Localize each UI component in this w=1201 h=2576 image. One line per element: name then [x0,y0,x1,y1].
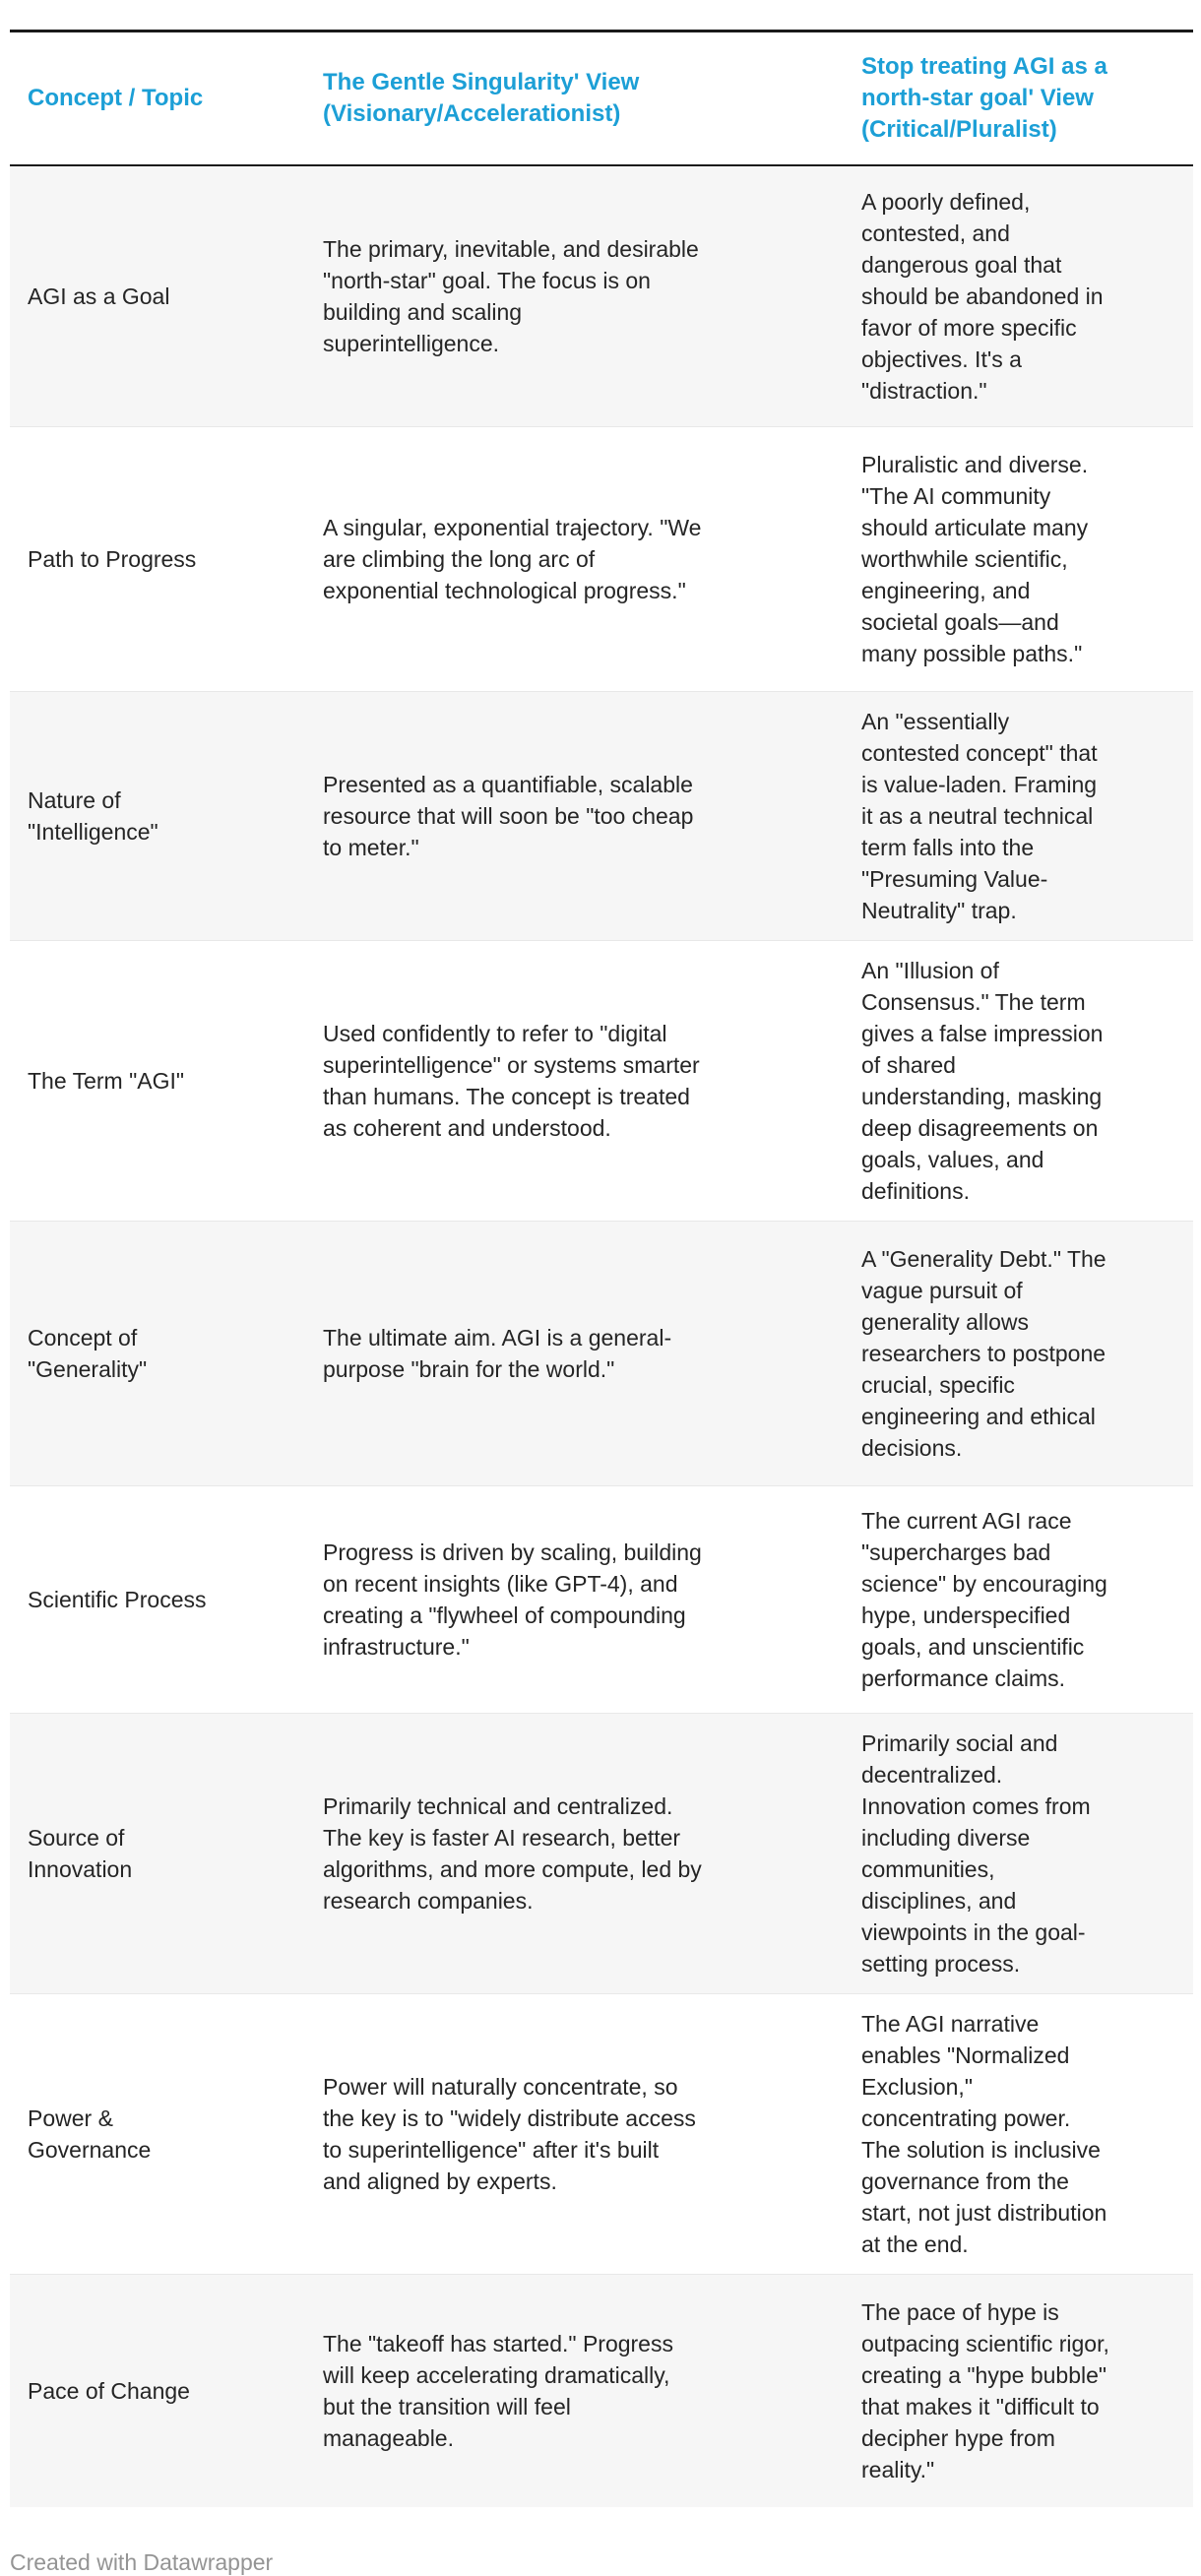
topic-cell: Nature of "Intelligence" [28,787,158,845]
gentle-view-cell: A singular, exponential trajectory. "We are climbing the long arc of exponential technological progress." [323,515,702,603]
table-row [10,166,1193,427]
table-row [10,941,1193,1222]
gentle-view-cell: The primary, inevitable, and desirable "north-star" goal. The focus is on building and scaling superintelligence. [323,236,699,356]
topic-cell: Power & Governance [28,2105,152,2163]
table-row [10,1714,1193,1994]
critical-view-cell: The pace of hype is outpacing scientific rigor, creating a "hype bubble" that makes it "difficult to decipher hype from reality." [861,2299,1109,2482]
gentle-view-cell: The ultimate aim. AGI is a general-purpose "brain for the world." [323,1325,672,1382]
table-row [10,692,1193,941]
table-row [10,427,1193,692]
gentle-view-cell: Power will naturally concentrate, so the key is to "widely distribute access to superintelligence" after it's built and aligned by experts. [323,2074,696,2194]
agi-views-comparison-table [10,30,1193,2507]
topic-cell: Pace of Change [28,2378,190,2404]
gentle-view-cell: Progress is driven by scaling, building on recent insights (like GPT-4), and creating a "flywheel of compounding infrastructure." [323,1539,702,1660]
gentle-view-cell: Primarily technical and centralized. The key is faster AI research, better algorithms, and more compute, led by research companies. [323,1793,702,1914]
critical-view-cell: An "Illusion of Consensus." The term gives a false impression of shared understanding, masking deep disagreements on goals, values, and definitions. [861,958,1104,1204]
critical-view-cell: A "Generality Debt." The vague pursuit of generality allows researchers to postpone crucial, specific engineering and ethical decisions. [861,1246,1106,1461]
topic-cell: Source of Innovation [28,1825,133,1882]
table-row [10,1222,1193,1486]
gentle-view-cell: The "takeoff has started." Progress will keep accelerating dramatically, but the transition will feel manageable. [323,2331,673,2451]
critical-view-cell: The AGI narrative enables "Normalized Exclusion," concentrating power. The solution is inclusive governance from the start, not just distribution at the end. [861,2011,1107,2257]
gentle-view-cell: Used confidently to refer to "digital superintelligence" or systems smarter than humans. The concept is treated as coherent and understood. [323,1021,700,1141]
topic-cell: Path to Progress [28,546,197,572]
critical-view-cell: The current AGI race "supercharges bad science" by encouraging hype, underspecified goals, and unscientific performance claims. [861,1508,1107,1691]
table-row [10,2275,1193,2507]
critical-view-cell: Primarily social and decentralized. Innovation comes from including diverse communities, disciplines, and viewpoints in the goal-setting process. [861,1730,1091,1977]
topic-cell: Scientific Process [28,1587,207,1612]
column-header-concept-topic: Concept / Topic [28,85,204,111]
column-header-critical-pluralist-view: Stop treating AGI as a north-star goal' View (Critical/Pluralist) [861,53,1107,143]
topic-cell: AGI as a Goal [28,283,170,309]
critical-view-cell: Pluralistic and diverse. "The AI community should articulate many worthwhile scientific, engineering, and societal goals—and many possible paths." [861,452,1089,666]
table-row [10,1994,1193,2275]
critical-view-cell: A poorly defined, contested, and dangerous goal that should be abandoned in favor of more specific objectives. It's a "distraction." [861,189,1104,404]
table-row [10,1486,1193,1714]
table-header-row [10,32,1193,166]
datawrapper-credit-link[interactable]: Created with Datawrapper [10,2549,274,2575]
topic-cell: The Term "AGI" [28,1068,185,1094]
column-header-gentle-singularity-view: The Gentle Singularity' View (Visionary/Accelerationist) [323,69,640,127]
critical-view-cell: An "essentially contested concept" that is value-laden. Framing it as a neutral technical term falls into the "Presuming Value-Neutrality" trap. [861,709,1098,923]
gentle-view-cell: Presented as a quantifiable, scalable resource that will soon be "too cheap to meter." [323,772,694,860]
topic-cell: Concept of "Generality" [28,1325,148,1382]
